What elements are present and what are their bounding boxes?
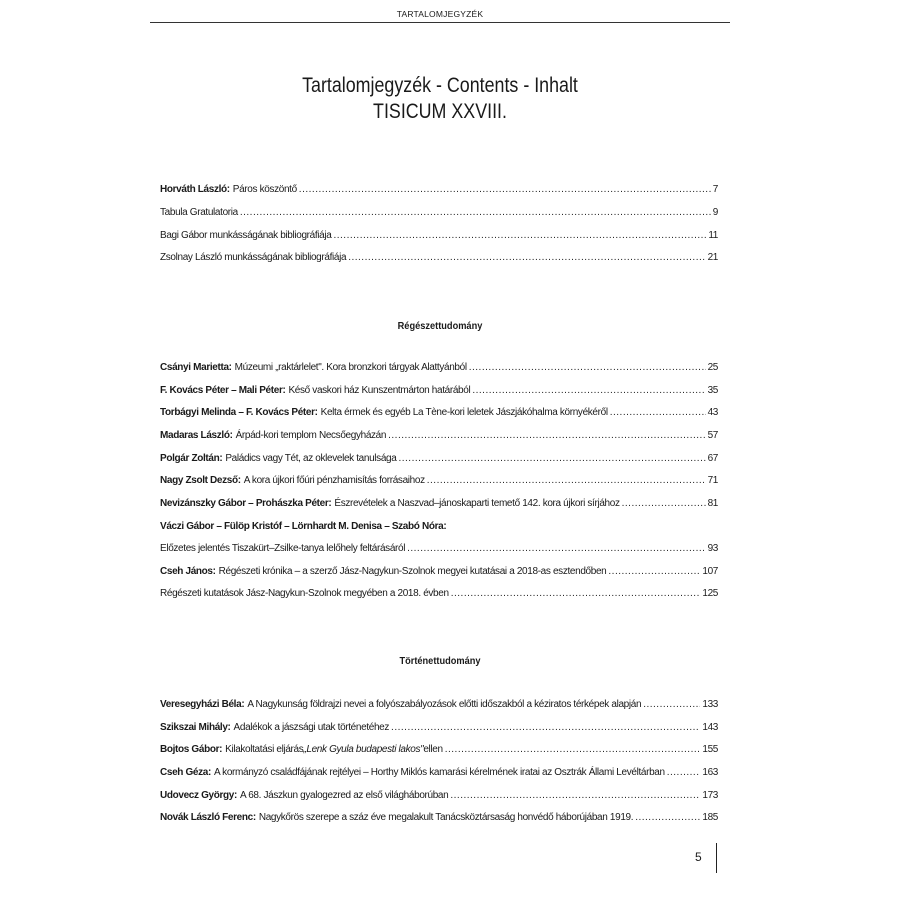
entry-title: Paládics vagy Tét, az oklevelek tanulsága: [225, 453, 397, 464]
entry-page-number: 185: [702, 812, 718, 823]
entry-author: Veresegyházi Béla:: [160, 699, 245, 710]
page-title: Tartalomjegyzék - Contents - Inhalt: [302, 74, 578, 97]
entry-author: Polgár Zoltán:: [160, 453, 223, 464]
entry-page-number: 57: [707, 430, 718, 441]
section-heading-history: Történettudomány: [399, 655, 481, 667]
entry-title: A 68. Jászkun gyalogezred az első világháborúban: [240, 790, 449, 801]
entry-author: Nevizánszky Gábor – Prohászka Péter:: [160, 498, 332, 509]
entry-page-number: 173: [702, 790, 718, 801]
dot-leader: [388, 430, 705, 441]
dot-leader: [635, 812, 700, 823]
toc-entry: [160, 543, 718, 554]
entry-page-number: 43: [707, 407, 718, 418]
entry-title: Kilakoltatási eljárás: [225, 744, 304, 755]
entry-author: Bojtos Gábor:: [160, 744, 223, 755]
dot-leader: [333, 230, 706, 241]
entry-author: Szikszai Mihály:: [160, 722, 231, 733]
dot-leader: [610, 407, 706, 418]
entry-title: Múzeumi „raktárlelet". Kora bronzkori tárgyak Alattyánból: [234, 362, 467, 373]
entry-title: A kora újkori főúri pénzhamisítás forrásaihoz: [243, 475, 425, 486]
toc-entry: [160, 207, 718, 218]
entry-title: Adalékok a jászsági utak történetéhez: [233, 722, 390, 733]
toc-entry: [160, 252, 718, 263]
toc-entry: [160, 184, 718, 195]
entry-author: Nagy Zsolt Dezső:: [160, 475, 241, 486]
running-head: TARTALOMJEGYZÉK: [396, 9, 484, 19]
entry-title: Észrevételek a Naszvad–jánoskaparti temető 142. kora újkori sírjához: [334, 498, 620, 509]
entry-title: Régészeti krónika – a szerző Jász-Nagykun-Szolnok megyei kutatásai a 2018-as esztendőben: [218, 566, 607, 577]
page-number-rule: [716, 843, 717, 873]
dot-leader: [348, 252, 705, 263]
entry-title: A Nagykunság földrajzi nevei a folyószabályozások előtti időszakból a kéziratos térképek alapján: [247, 699, 642, 710]
dot-leader: [643, 699, 700, 710]
entry-page-number: 7: [712, 184, 718, 195]
dot-leader: [469, 362, 706, 373]
dot-leader: [427, 475, 706, 486]
toc-entry: [160, 566, 718, 577]
entry-author: Váczi Gábor – Fülöp Kristóf – Lörnhardt M. Denisa – Szabó Nóra:: [160, 521, 447, 532]
dot-leader: [407, 543, 705, 554]
entry-title: Előzetes jelentés Tiszakürt–Zsilke-tanya lelőhely feltárásáról: [160, 543, 406, 554]
toc-entry: [160, 790, 718, 801]
toc-entry: [160, 588, 718, 599]
toc-entry: [160, 453, 718, 464]
toc-entry: [160, 407, 718, 418]
entry-page-number: 125: [702, 588, 718, 599]
entry-author: Cseh János:: [160, 566, 216, 577]
entry-title: Kelta érmek és egyéb La Tène-kori leletek Jászjákóhalma környékéről: [320, 407, 608, 418]
entry-title: Nagykőrös szerepe a száz éve megalakult Tanácsköztársaság honvédő háborújában 1919.: [258, 812, 634, 823]
entry-page-number: 133: [702, 699, 718, 710]
toc-entry: [160, 430, 718, 441]
entry-title-end: ellen: [423, 744, 443, 755]
entry-author: Csányi Marietta:: [160, 362, 232, 373]
toc-entry: [160, 475, 718, 486]
header-rule: [150, 22, 730, 23]
entry-page-number: 9: [712, 207, 718, 218]
entry-page-number: 107: [702, 566, 718, 577]
entry-page-number: 163: [702, 767, 718, 778]
entry-author: Novák László Ferenc:: [160, 812, 256, 823]
entry-author: Horváth László:: [160, 184, 230, 195]
dot-leader: [299, 184, 711, 195]
entry-title: Bagi Gábor munkásságának bibliográfiája: [160, 230, 332, 241]
toc-entry: [160, 744, 718, 755]
volume-title: TISICUM XXVIII.: [373, 100, 507, 123]
toc-entry: [160, 699, 718, 710]
toc-entry: [160, 498, 718, 509]
entry-page-number: 35: [707, 385, 718, 396]
entry-page-number: 81: [707, 498, 718, 509]
dot-leader: [667, 767, 701, 778]
toc-entry: [160, 722, 718, 733]
section-heading-archaeology: Régészettudomány: [397, 320, 483, 332]
entry-author: Madaras László:: [160, 430, 233, 441]
toc-entry: [160, 521, 718, 532]
entry-title: Késő vaskori ház Kunszentmárton határából: [288, 385, 471, 396]
entry-page-number: 71: [707, 475, 718, 486]
entry-page-number: 143: [702, 722, 718, 733]
toc-entry: [160, 385, 718, 396]
entry-page-number: 25: [707, 362, 718, 373]
entry-page-number: 11: [708, 230, 718, 241]
dot-leader: [608, 566, 700, 577]
entry-title: Árpád-kori templom Necsőegyházán: [235, 430, 387, 441]
toc-entry: [160, 230, 718, 241]
entry-author: F. Kovács Péter – Mali Péter:: [160, 385, 286, 396]
entry-title: Tabula Gratulatoria: [160, 207, 238, 218]
toc-entry: [160, 362, 718, 373]
dot-leader: [391, 722, 700, 733]
entry-title: Zsolnay László munkásságának bibliográfiája: [160, 252, 347, 263]
entry-title: Páros köszöntő: [232, 184, 297, 195]
dot-leader: [240, 207, 711, 218]
dot-leader: [445, 744, 701, 755]
dot-leader: [472, 385, 705, 396]
entry-page-number: 155: [702, 744, 718, 755]
entry-author: Torbágyi Melinda – F. Kovács Péter:: [160, 407, 318, 418]
entry-author: Cseh Géza:: [160, 767, 211, 778]
page-number: 5: [695, 850, 702, 864]
entry-page-number: 67: [707, 453, 718, 464]
toc-entry: [160, 812, 718, 823]
entry-title-italic: „Lenk Gyula budapesti lakos": [303, 744, 424, 755]
entry-title: A kormányzó családfájának rejtélyei – Horthy Miklós kamarási kérelmének iratai az Osztrák Állami Levéltárban: [213, 767, 665, 778]
dot-leader: [622, 498, 706, 509]
toc-entry: [160, 767, 718, 778]
dot-leader: [450, 790, 700, 801]
dot-leader: [398, 453, 705, 464]
entry-page-number: 93: [707, 543, 718, 554]
entry-title: Régészeti kutatások Jász-Nagykun-Szolnok megyében a 2018. évben: [160, 588, 449, 599]
dot-leader: [451, 588, 701, 599]
entry-page-number: 21: [707, 252, 718, 263]
entry-author: Udovecz György:: [160, 790, 237, 801]
